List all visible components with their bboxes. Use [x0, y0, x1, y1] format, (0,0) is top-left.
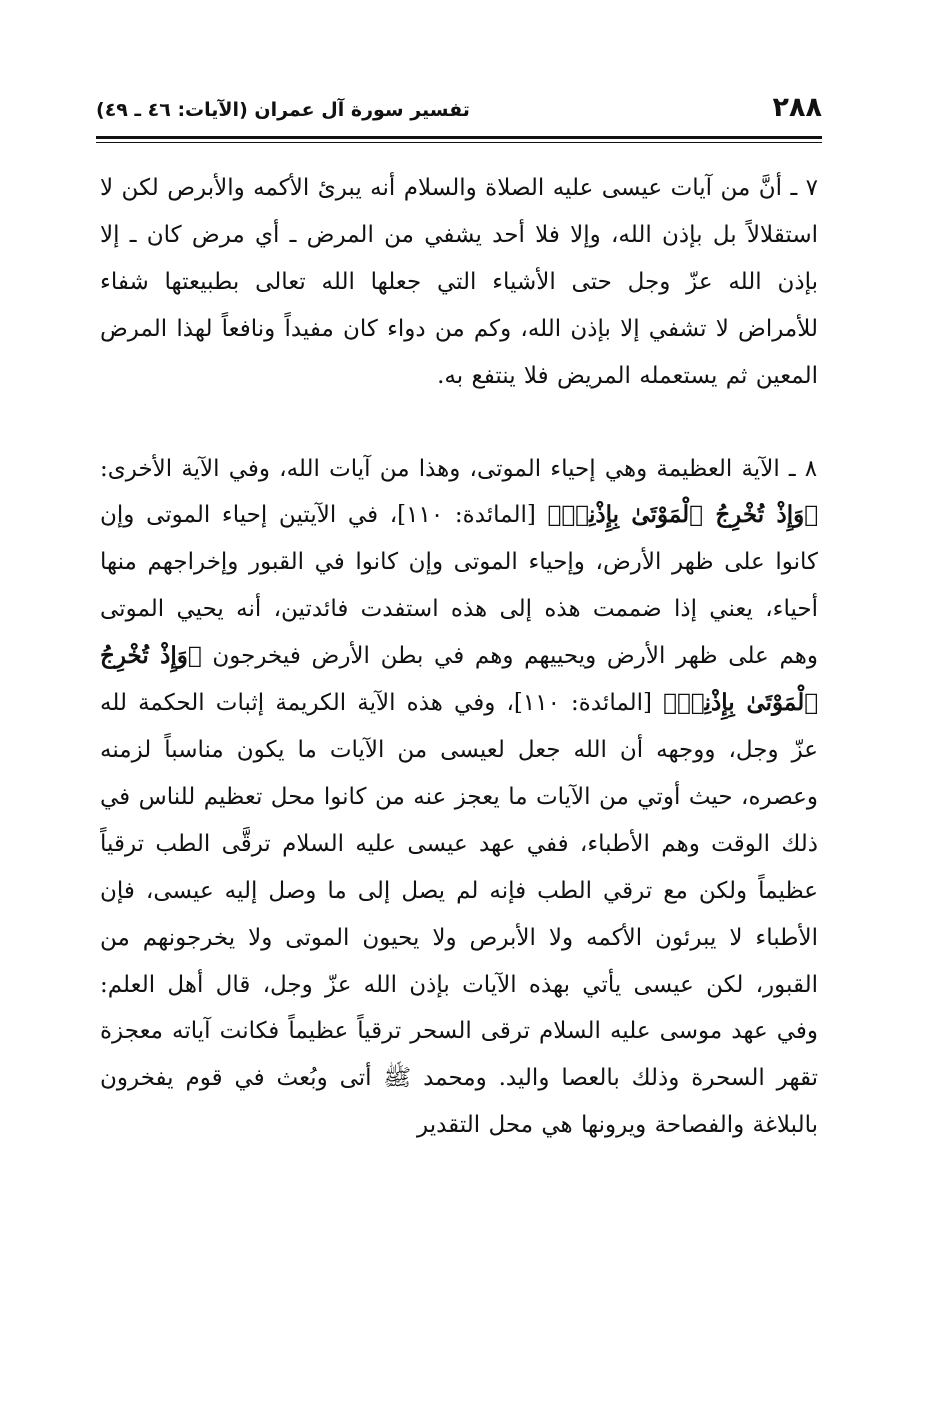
paragraph-7: [100, 165, 818, 400]
paragraph-8: [100, 446, 818, 1150]
quran-verse: ﴿وَإِذْ تُخْرِجُ ٱلْمَوْتَىٰ بِإِذْنِىۖ﴾: [547, 501, 819, 529]
paragraph-text: [المائدة: ١١٠]، في الآيتين إحياء الموتى وإن كانوا على ظهر الأرض، وإحياء الموتى وإن كانوا في القبور وإخراجهم منها أحياء، يعني إذا ضممت هذه إلى هذه استفدت فائدتين، أنه يحيي الموتى وهم على ظهر الأرض ويحييهم وهم في بطن الأرض فيخرجون: [100, 502, 818, 670]
body-text: [100, 165, 818, 1149]
paragraph-gap: [100, 400, 818, 446]
paragraph-text: ٨ ـ الآية العظيمة وهي إحياء الموتى، وهذا من آيات الله، وفي الآية الأخرى:: [100, 455, 818, 482]
header-rule-thick: [96, 136, 822, 139]
page-header: [96, 93, 822, 133]
paragraph-text: [المائدة: ١١٠]، وفي هذه الآية الكريمة إثبات الحكمة لله عزّ وجل، ووجهه أن الله جعل لعيسى من الآيات ما يكون مناسباً لزمنه وعصره، حيث أوتي من الآيات ما يعجز عنه من كانوا محل تعظيم للناس في ذلك الوقت وهم الأطباء، ففي عهد عيسى عليه السلام ترقَّى الطب ترقياً عظيماً ولكن مع ترقي الطب فإنه لم يصل إلى ما وصل إليه عيسى، فإن الأطباء لا يبرئون الأكمه ولا الأبرص ولا يحيون الموتى ولا يخرجونهم من القبور، لكن عيسى يأتي بهذه الآيات بإذن الله عزّ وجل، قال أهل العلم: وفي عهد موسى عليه السلام ترقى السحر ترقياً عظيماً فكانت آياته معجزة تقهر السحرة وذلك بالعصا واليد. ومحمد ﷺ أتى وبُعث في قوم يفخرون بالبلاغة والفصاحة ويرونها هي محل التقدير: [100, 690, 819, 1139]
page-number: ٢٨٨: [772, 92, 822, 123]
header-rule-thin: [96, 142, 822, 143]
paragraph-text: ٧ ـ أنَّ من آيات عيسى عليه الصلاة والسلام أنه يبرئ الأكمه والأبرص لكن لا استقلالاً بل بإذن الله، وإلا فلا أحد يشفي من المرض ـ أي مرض كان ـ إلا بإذن الله عزّ وجل حتى الأشياء التي جعلها الله تعالى بطبيعتها شفاء للأمراض لا تشفي إلا بإذن الله، وكم من دواء كان مفيداً ونافعاً لهذا المرض المعين ثم يستعمله المريض فلا ينتفع به.: [100, 175, 818, 389]
quran-verse: ﴿وَإِذْ تُخْرِجُ ٱلْمَوْتَىٰ بِإِذْنِىۖ﴾: [100, 642, 819, 717]
running-title: تفسير سورة آل عمران (الآيات: ٤٦ ـ ٤٩): [96, 99, 470, 121]
